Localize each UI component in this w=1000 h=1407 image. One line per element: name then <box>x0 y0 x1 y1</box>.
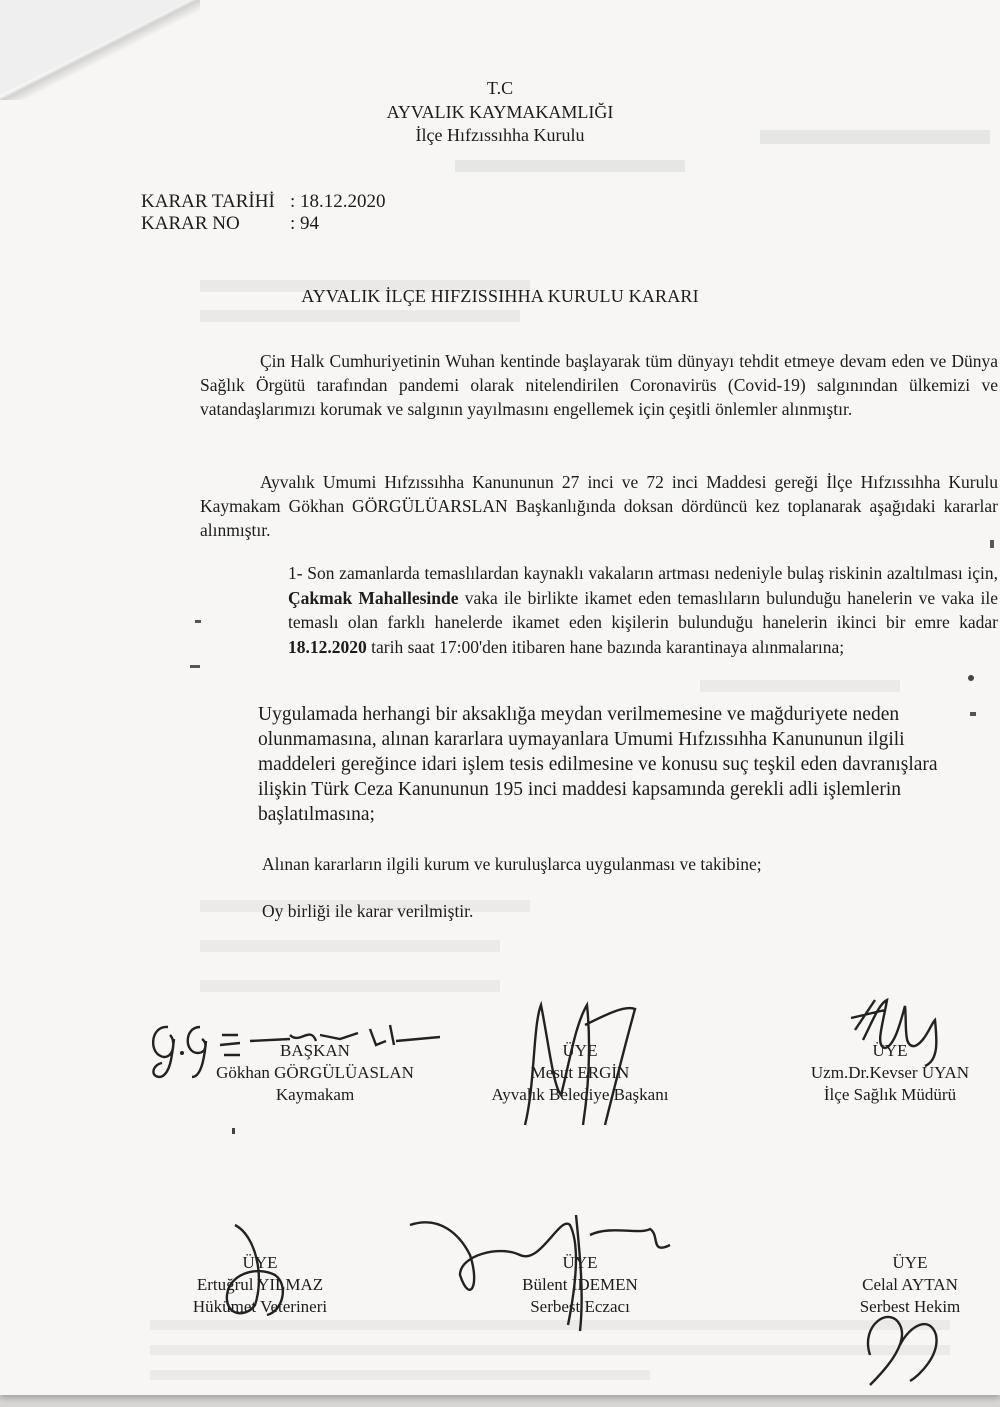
signatory-role: ÜYE <box>242 1253 278 1272</box>
signatory-name: Ertuğrul YILMAZ <box>196 1275 324 1294</box>
bleed-through-mark <box>150 1320 950 1330</box>
header-tc: T.C <box>486 78 514 98</box>
decision-item-1-text-c: vaka ile birlikte ikamet eden temaslıların bulunduğu hanelerin ve vaka ile temaslı olan farklı hanelerde ikamet eden kişilerin bulunduğu hanelerin ikinci bir emre kadar <box>288 587 999 632</box>
document-title: AYVALIK İLÇE HIFZISSIHHA KURULU KARARI <box>301 286 699 306</box>
signatory-role: BAŞKAN <box>280 1041 350 1060</box>
paragraph-sanctions: Uygulamada herhangi bir aksaklığa meydan verilmemesine ve mağduriyete neden olunmamasına, alınan kararlara uymayanlara Umumi Hıfzıssıhha Kanununun ilgili maddeleri gereğince idari işlem tesis edilmesine ve konusu suç teşkil eden davranışlara ilişkin Türk Ceza Kanununun 195 inci maddesi kapsamında gerekli adli işlemlerin başlatılmasına; <box>258 704 938 825</box>
signatory-name: Gökhan GÖRGÜLÜASLAN <box>216 1063 414 1082</box>
decision-date-value: : 18.12.2020 <box>290 191 386 212</box>
decision-no-value: : 94 <box>290 213 320 234</box>
decision-no-label: KARAR NO <box>141 213 240 234</box>
signatory-title: Hükümet Veterineri <box>192 1297 328 1316</box>
header-kaymakamlik: AYVALIK KAYMAKAMLIĞI <box>386 102 614 122</box>
scan-speck <box>990 540 994 548</box>
decision-item-1-date: 18.12.2020 <box>288 636 367 657</box>
decision-item-1-text-e: tarih saat 17:00'den itibaren hane bazında karantinaya alınmalarına; <box>371 636 845 657</box>
scan-speck <box>190 665 200 668</box>
signatory-veteriner <box>150 1252 370 1318</box>
signatory-hekim <box>820 1252 1000 1318</box>
bleed-through-mark <box>700 680 900 692</box>
corner-fold <box>0 0 190 95</box>
decision-item-1-location: Çakmak Mahallesinde <box>288 587 459 608</box>
signatory-title: Kaymakam <box>275 1085 355 1104</box>
signatory-name: Mesut ERGİN <box>530 1063 630 1082</box>
decision-item-1-text-a: 1- Son zamanlarda temaslılardan kaynaklı vakaların artması nedeniyle bulaş riskinin azaltılması için, <box>288 563 998 583</box>
signatory-name: Uzm.Dr.Kevser UYAN <box>810 1063 970 1082</box>
bleed-through-mark <box>150 1370 650 1380</box>
signatory-role: ÜYE <box>892 1253 928 1272</box>
signatory-baskan <box>180 1040 450 1106</box>
scan-speck <box>970 712 976 716</box>
paragraph-unanimous: Oy birliği ile karar verilmiştir. <box>262 901 474 921</box>
signatory-title: İlçe Sağlık Müdürü <box>823 1085 957 1104</box>
signatory-saglik <box>780 1040 1000 1106</box>
signatory-name: Celal AYTAN <box>862 1275 958 1294</box>
signatory-name: Bülent İDEMEN <box>522 1275 638 1294</box>
scan-speck <box>195 620 201 623</box>
signatory-role: ÜYE <box>562 1253 598 1272</box>
signatory-title: Serbest Eczacı <box>530 1297 630 1316</box>
signatory-role: ÜYE <box>562 1041 598 1060</box>
bleed-through-mark <box>455 160 685 172</box>
bleed-through-mark <box>200 940 500 952</box>
signatory-eczaci <box>480 1252 680 1318</box>
bleed-through-mark <box>150 1345 950 1355</box>
decision-date-label: KARAR TARİHİ <box>141 191 275 212</box>
signatory-title: Ayvalık Belediye Başkanı <box>491 1085 669 1104</box>
paragraph-implementation: Alınan kararların ilgili kurum ve kuruluşlarca uygulanması ve takibine; <box>262 854 762 874</box>
bleed-through-mark <box>200 310 520 322</box>
decision-item-1 <box>288 561 998 659</box>
paragraph-intro: Çin Halk Cumhuriyetinin Wuhan kentinde başlayarak tüm dünyayı tehdit etmeye devam eden ve Dünya Sağlık Örgütü tarafından pandemi olarak nitelendirilen Coronavirüs (Covid-19) salgınından ülkemizi ve vatandaşlarımızı korumak ve salgının yayılmasını engellemek için çeşitli önlemler alınmıştır. <box>200 351 998 419</box>
header-kurul: İlçe Hıfzıssıhha Kurulu <box>415 125 585 145</box>
signatory-title: Serbest Hekim <box>859 1297 961 1316</box>
scan-speck <box>968 675 974 681</box>
bleed-through-mark <box>200 980 500 992</box>
signatory-role: ÜYE <box>872 1041 908 1060</box>
scan-speck <box>232 1128 235 1134</box>
paragraph-meeting: Ayvalık Umumi Hıfzıssıhha Kanununun 27 inci ve 72 inci Maddesi gereği İlçe Hıfzıssıhha Kurulu Kaymakam Gökhan GÖRGÜLÜARSLAN Başkanlığında doksan dördüncü kez toplanarak aşağıdaki kararlar alınmıştır. <box>200 472 998 540</box>
signatory-belediye <box>455 1040 705 1106</box>
